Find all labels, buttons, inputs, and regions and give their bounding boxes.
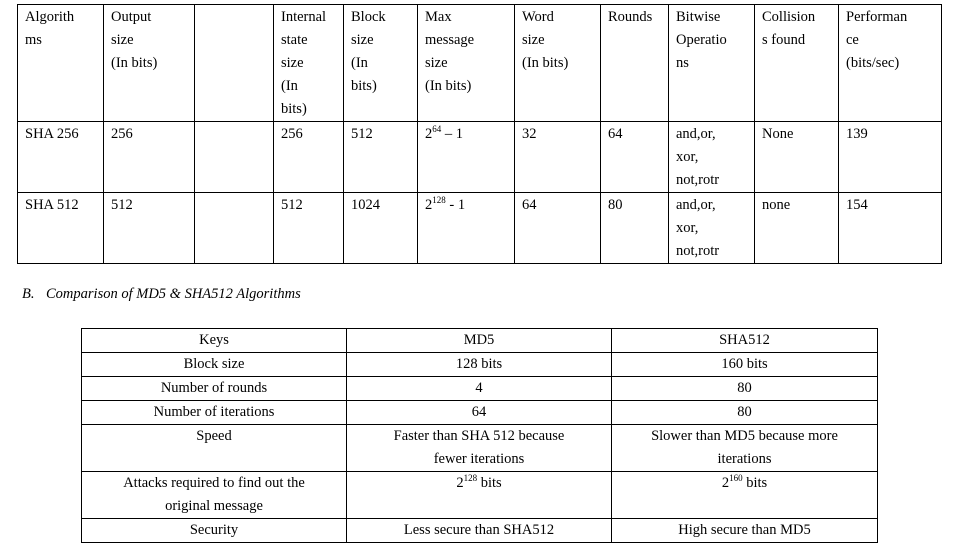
cell-key: Number of rounds: [82, 377, 347, 401]
table-row-sha512: [18, 193, 942, 264]
header-max-message-size: Max message size (In bits): [418, 5, 515, 122]
cell-internal-state: 512: [274, 193, 344, 264]
cell-performance: 139: [839, 122, 942, 193]
header-rounds: Rounds: [601, 5, 669, 122]
cell-algorithm: SHA 256: [18, 122, 104, 193]
cell-word-size: 64: [515, 193, 601, 264]
table-row: [82, 425, 878, 472]
cell-output-size: 256: [104, 122, 195, 193]
header-blank: [195, 5, 274, 122]
header-performance: Performan ce (bits/sec): [839, 5, 942, 122]
cell-blank: [195, 193, 274, 264]
cell-internal-state: 256: [274, 122, 344, 193]
cell-sha512: 160 bits: [612, 353, 878, 377]
table-header-row: [18, 5, 942, 122]
cell-collisions: None: [755, 122, 839, 193]
cell-key: Attacks required to find out the original message: [82, 472, 347, 519]
header-word-size: Word size (In bits): [515, 5, 601, 122]
cell-bitwise-operations: and,or, xor, not,rotr: [669, 122, 755, 193]
cell-bitwise-operations: and,or, xor, not,rotr: [669, 193, 755, 264]
exponent: 128: [463, 473, 478, 484]
md5-sha512-comparison-table: [81, 328, 878, 543]
cell-md5: 128 bits: [347, 353, 612, 377]
table-row: [82, 472, 878, 519]
table-row: [82, 353, 878, 377]
cell-rounds: 64: [601, 122, 669, 193]
cell-md5: 64: [347, 401, 612, 425]
cell-sha512: 80: [612, 401, 878, 425]
exponent: 160: [729, 473, 743, 484]
cell-blank: [195, 122, 274, 193]
cell-sha512: High secure than MD5: [612, 519, 878, 543]
table-row: [82, 401, 878, 425]
cell-md5: $2^{128}$ bits: [347, 472, 612, 519]
exponent: 128: [432, 195, 446, 206]
header-collisions-found: Collision s found: [755, 5, 839, 122]
cell-performance: 154: [839, 193, 942, 264]
cell-key: Security: [82, 519, 347, 543]
cell-md5: Faster than SHA 512 because fewer iterations: [347, 425, 612, 472]
header-block-size: Block size (In bits): [344, 5, 418, 122]
cell-max-message-size: $2^{128} - 1$: [418, 193, 515, 264]
cell-md5: 4: [347, 377, 612, 401]
cell-algorithm: SHA 512: [18, 193, 104, 264]
cell-rounds: 80: [601, 193, 669, 264]
cell-key: Block size: [82, 353, 347, 377]
cell-max-message-size: $2^{64} - 1$: [418, 122, 515, 193]
cell-sha512: $2^{160}$ bits: [612, 472, 878, 519]
cell-block-size: 1024: [344, 193, 418, 264]
table-row: [82, 519, 878, 543]
header-output-size: Output size (In bits): [104, 5, 195, 122]
cell-word-size: 32: [515, 122, 601, 193]
cell-key: Speed: [82, 425, 347, 472]
header-bitwise-operations: Bitwise Operatio ns: [669, 5, 755, 122]
header-algorithms: Algorith ms: [18, 5, 104, 122]
section-title: Comparison of MD5 & SHA512 Algorithms: [46, 286, 301, 302]
cell-block-size: 512: [344, 122, 418, 193]
cell-sha512: Slower than MD5 because more iterations: [612, 425, 878, 472]
table-row: [82, 377, 878, 401]
exponent: 64: [432, 124, 442, 135]
hash-comparison-table: [17, 4, 942, 264]
header-md5: MD5: [347, 329, 612, 353]
cell-key: Number of iterations: [82, 401, 347, 425]
cell-collisions: none: [755, 193, 839, 264]
cell-output-size: 512: [104, 193, 195, 264]
cell-md5: Less secure than SHA512: [347, 519, 612, 543]
header-internal-state-size: Internal state size (In bits): [274, 5, 344, 122]
table-row-sha256: [18, 122, 942, 193]
table-header-row: [82, 329, 878, 353]
header-sha512: SHA512: [612, 329, 878, 353]
section-letter: B.: [22, 286, 35, 302]
section-heading: [22, 283, 301, 306]
cell-sha512: 80: [612, 377, 878, 401]
header-keys: Keys: [82, 329, 347, 353]
